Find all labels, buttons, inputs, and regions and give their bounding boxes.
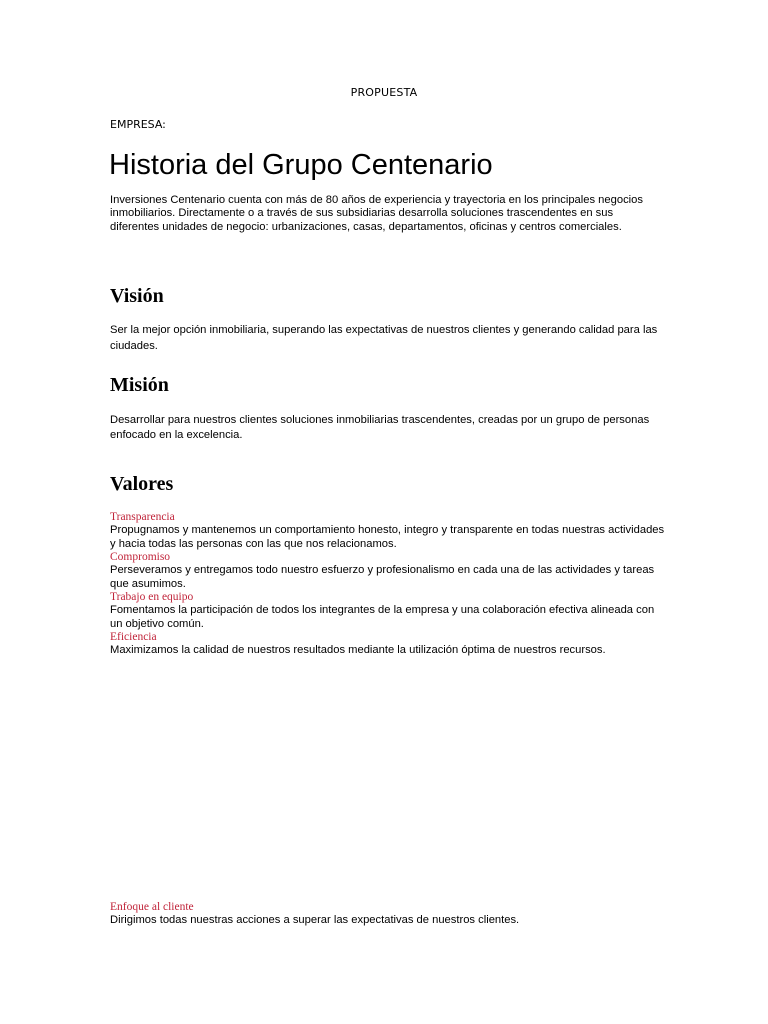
vision-paragraph: Ser la mejor opción inmobiliaria, superando las expectativas de nuestros clientes y generando calidad para las ciudades. xyxy=(110,324,658,352)
value-item-transparencia xyxy=(110,511,665,551)
value-name: Transparencia xyxy=(110,511,175,523)
value-name: Trabajo en equipo xyxy=(110,591,194,603)
valores-heading: Valores xyxy=(110,473,174,495)
value-item-trabajo-en-equipo xyxy=(110,591,665,631)
value-description: Propugnamos y mantenemos un comportamiento honesto, integro y transparente en todas nuestras actividades y hacia todas las personas con las que nos relacionamos. xyxy=(110,524,665,550)
intro-paragraph: Inversiones Centenario cuenta con más de 80 años de experiencia y trayectoria en los principales negocios inmobiliarios. Directamente o a través de sus subsidiarias desarrolla soluciones trascendentes en sus diferentes unidades de negocio: urbanizaciones, casas, departamentos, oficinas y centros comerciales. xyxy=(110,194,643,233)
main-heading: Historia del Grupo Centenario xyxy=(109,149,493,181)
document-title: PROPUESTA xyxy=(350,86,418,99)
value-item-compromiso xyxy=(110,551,665,591)
value-name: Compromiso xyxy=(110,551,171,563)
value-name: Eficiencia xyxy=(110,631,157,643)
value-name: Enfoque al cliente xyxy=(110,901,194,913)
value-description: Fomentamos la participación de todos los integrantes de la empresa y una colaboración efectiva alineada con un objetivo común. xyxy=(110,604,655,630)
mision-heading: Misión xyxy=(110,374,169,396)
value-description: Dirigimos todas nuestras acciones a superar las expectativas de nuestros clientes. xyxy=(110,914,520,926)
company-label: EMPRESA: xyxy=(110,118,166,131)
value-item-eficiencia xyxy=(110,631,665,658)
mision-paragraph: Desarrollar para nuestros clientes soluciones inmobiliarias trascendentes, creadas por un grupo de personas enfocado en la excelencia. xyxy=(110,414,650,441)
vision-heading: Visión xyxy=(110,285,164,307)
value-description: Maximizamos la calidad de nuestros resultados mediante la utilización óptima de nuestros recursos. xyxy=(110,644,606,656)
values-list xyxy=(110,511,665,658)
value-description: Perseveramos y entregamos todo nuestro esfuerzo y profesionalismo en cada una de las actividades y tareas que asumimos. xyxy=(110,564,655,590)
value-item-enfoque-al-cliente xyxy=(110,901,665,928)
